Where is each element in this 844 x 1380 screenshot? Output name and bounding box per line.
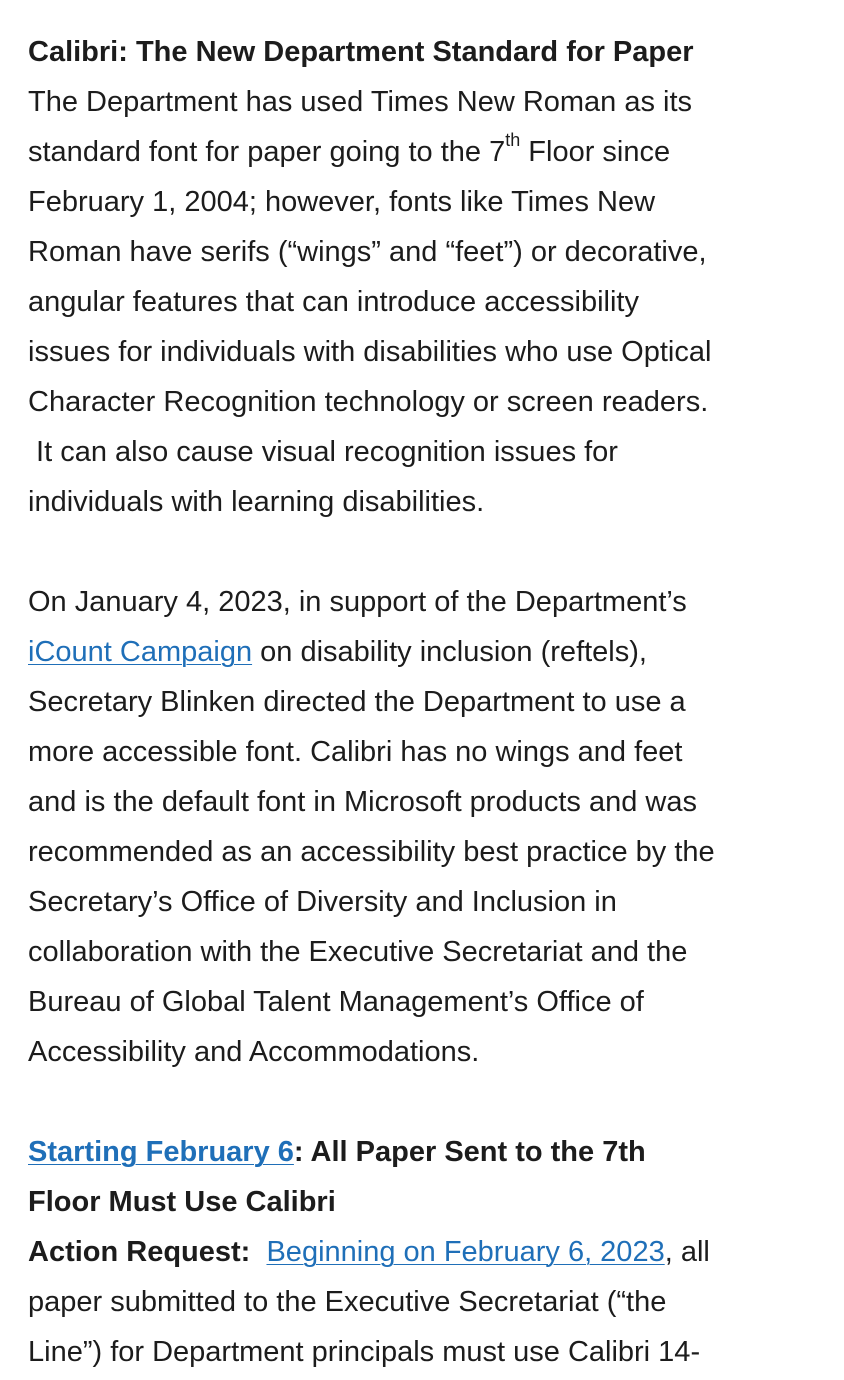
paragraph-line: Bureau of Global Talent Management’s Office of (28, 986, 644, 1018)
action-request-label: Action Request: (28, 1236, 251, 1268)
paragraph-line: Secretary’s Office of Diversity and Inclusion in (28, 886, 617, 918)
paragraph-line: The Department has used Times New Roman as its (28, 86, 693, 118)
icount-campaign-link[interactable]: iCount Campaign (28, 636, 253, 668)
paragraph-line: collaboration with the Executive Secretariat and the (28, 936, 688, 968)
section-heading-line: Floor Must Use Calibri (28, 1186, 336, 1218)
paragraph-line: Line”) for Department principals must use Calibri 14- (28, 1336, 701, 1368)
paragraph-line: It can also cause visual recognition issues for (28, 436, 618, 468)
text-segment: on disability inclusion (reftels), (252, 636, 647, 668)
paragraph-line: On January 4, 2023, in support of the Department’s (28, 586, 687, 618)
paragraph-line: more accessible font. Calibri has no wings and feet (28, 736, 683, 768)
paragraph-line: Roman have serifs (“wings” and “feet”) or decorative, (28, 236, 707, 268)
paragraph-line: recommended as an accessibility best practice by the (28, 836, 715, 868)
paragraph-line: angular features that can introduce accessibility (28, 286, 639, 318)
paragraph-line: Character Recognition technology or screen readers. (28, 386, 709, 418)
section-heading-starting-feb6 (28, 1127, 646, 1177)
paragraph-line: individuals with learning disabilities. (28, 486, 485, 518)
paragraph-line (28, 627, 647, 677)
paragraph-line: and is the default font in Microsoft products and was (28, 786, 697, 818)
text-segment: , all (664, 1236, 710, 1268)
paragraph-line: paper submitted to the Executive Secretariat (“the (28, 1286, 667, 1318)
superscript-ordinal: th (505, 130, 521, 151)
spacer (250, 1236, 266, 1268)
heading-text-segment: : All Paper Sent to the 7th (293, 1136, 646, 1168)
section-heading-calibri-standard: Calibri: The New Department Standard for Paper (28, 36, 694, 68)
paragraph-line: February 1, 2004; however, fonts like Times New (28, 186, 656, 218)
starting-february-6-link[interactable]: Starting February 6 (28, 1136, 294, 1168)
paragraph-line (28, 127, 670, 177)
paragraph-line: Accessibility and Accommodations. (28, 1036, 480, 1068)
text-segment: standard font for paper going to the 7 (28, 136, 506, 168)
action-request-line (28, 1227, 710, 1277)
beginning-february-6-2023-link[interactable]: Beginning on February 6, 2023 (266, 1236, 665, 1268)
paragraph-line: Secretary Blinken directed the Department to use a (28, 686, 686, 718)
paragraph-line: issues for individuals with disabilities who use Optical (28, 336, 712, 368)
text-segment: Floor since (520, 136, 671, 168)
